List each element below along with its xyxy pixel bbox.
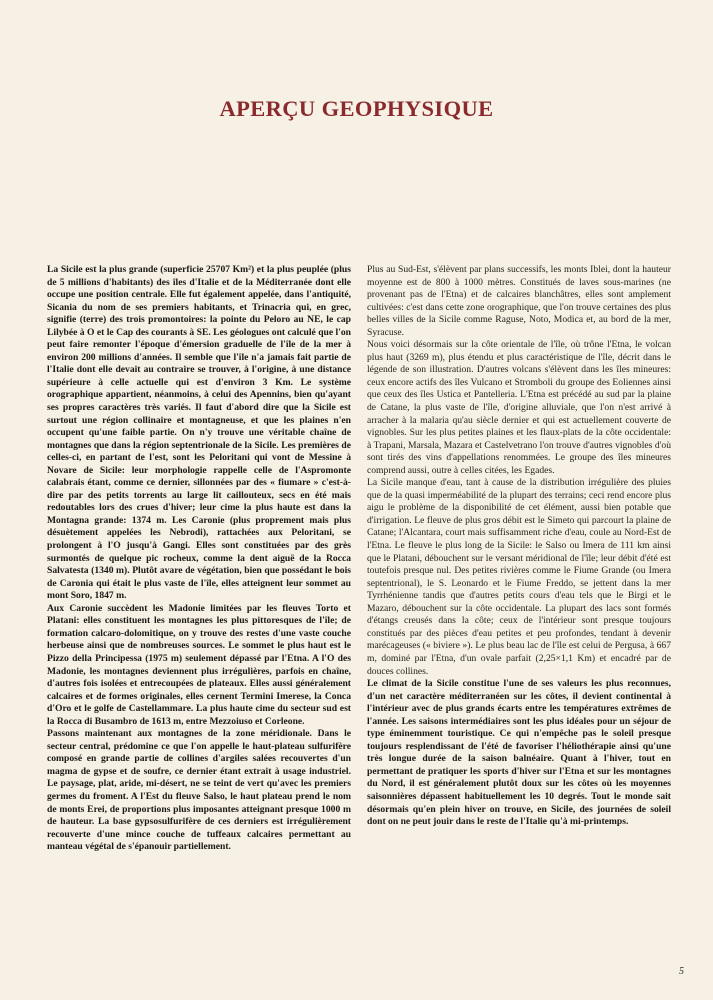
page-number: 5 — [679, 966, 684, 977]
right-column — [367, 264, 671, 829]
paragraph: La Sicile est la plus grande (superficie 25707 Km²) et la plus peuplée (plus de 5 millions d'habitants) des îles d'Italie et de la Méditerranée dont elle occupe une position centrale. Elle fut également appelée, dans l'antiquité, Sicania du nom de ses premiers habitants, et Trinacria qui, en grec, signifie (terre) des trois promontoires: la pointe du Peloro au NE, le cap Lilybée à O et le Cap des courants à SE. Les géologues ont calculé que l'on peut faire remonter l'époque d'émersion graduelle de l'île de la mer à environ 200 millions d'années. Il semble que l'île n'a jamais fait partie de l'Italie dont elle devait au contraire se trouver, à l'origine, à une distance supérieure à celle actuelle qui est d'environ 3 Km. Le système orographique appartient, néanmoins, à celui des Apennins, bien qu'ayant ses propres caractères très variés. Il faut d'abord dire que la Sicile est surtout une région collinaire et montagneuse, et que les plaines n'en occupent qu'une faible partie. On n'y trouve une véritable chaîne de montagnes que dans la région septentrionale de la Sicile. Les premières de celles-ci, en partant de l'est, sont les Peloritani qui vont de Messine à Novare de Sicile: leur morphologie rappelle celle de l'Aspromonte calabrais étant, comme ce dernier, sillonnées par des « fiumare » c'est-à-dire par des petits torrents au large lit caillouteux, secs en été mais redoutables lors des crues d'hiver; leur cime la plus haute est dans la Montagna grande: 1374 m. Les Caronie (plus proprement mais plus désuètement appelées les Nebrodi), rattachées aux Peloritani, se prolongent à l'O jusqu'à Gangi. Elles sont constituées par des grès surmontés de quelque pic rocheux, comme la dent aiguë de la Rocca Salvatesta (1340 m). Plutôt avare de végétation, bien que possédant le bois de Caronia qui était le plus vaste de l'île, elles atteignent leur sommet au mont Soro, 1847 m. — [47, 264, 351, 602]
paragraph: Aux Caronie succèdent les Madonie limitées par les fleuves Torto et Platani: elles constituent les montagnes les plus pittoresques de l'île; de formation calcaro-dolomitique, on y trouve des restes d'une vaste couche herbeuse ainsi que de nombreuses sources. Le sommet le plus haut est le Pizzo della Principessa (1975 m) seulement dépassé par l'Etna. A l'O des Madonie, les montagnes deviennent plus irrégulières, parfois en chaîne, d'autres fois isolées et entrecoupées de plateaux. Elles aussi généralement calcaires et de formes originales, elles cernent Termini Imerese, la Conca d'Oro et le golfe de Castellammare. La plus haute cime du secteur sud est la Rocca di Busambro de 1613 m, entre Mezzoiuso et Corleone. — [47, 602, 351, 727]
paragraph: Nous voici désormais sur la côte orientale de l'île, où trône l'Etna, le volcan plus haut (3269 m), plus étendu et plus caractéristique de l'île, décrit dans le légende de son illustration. D'autres volcans s'élèvent dans les îles mineures: ceux encore actifs des îles Vulcano et Stromboli du groupe des Eoliennes ainsi que ceux des îles Ustica et Pantelleria. L'Etna est précédé au sud par la plaine de Catane, la plus vaste de l'île, d'origine alluviale, que l'on n'est arrivé à arracher à la malaria qu'au siècle dernier et qui est actuellement couverte de vignobles. Sur les plus petites plaines et les flaux-plats de la côte occidentale: à Trapani, Marsala, Mazara et Castelvetrano l'on trouve d'autres vignobles d'où sont tirés des vins d'appellations renommées. Le groupe des îles mineures comprend aussi, outre à celles citées, les Egades. — [367, 339, 671, 476]
paragraph: La Sicile manque d'eau, tant à cause de la distribution irrégulière des pluies que de la quasi imperméabilité de la plupart des terrains; ceci rend encore plus aigu le problème de la disponibilité de cet élément, aussi bien potable que d'irrigation. Le fleuve de plus gros débit est le Simeto qui parcourt la plaine de Catane; l'Alcantara, court mais suffisamment riche d'eau, coule au Nord-Est de l'Etna. Le fleuve le plus long de la Sicile: le Salso ou Imera de 111 km ainsi que le Platani, débouchent sur le versant méridional de l'île; leur débit d'été est toutefois presque nul. Des petites rivières comme le Fiume Grande (ou Imera septentrional), le S. Leonardo et le Fiume Freddo, se jettent dans la mer Tyrrhénienne tandis que d'autres petits cours d'eau tels que le Birgi et le Mazaro, débouchent sur la côte occidentale. La plupart des lacs sont formés d'étangs creusés dans la côte; ceux de l'intérieur sont presque toujours constitués par des pièces d'eau petites et peu profondes, tendant à devenir marécageuses (« biviere »). Le plus beau lac de l'île est celui de Pergusa, à 667 m, dominé par l'Etna, d'un ovale parfait (2,25×1,1 Km) et encadré par de douces collines. — [367, 477, 671, 677]
right-column-lower — [367, 678, 671, 829]
paragraph: Plus au Sud-Est, s'élèvent par plans successifs, les monts Iblei, dont la hauteur moyenne est de 800 à 1000 mètres. Constitués de laves sous-marines (ne provenant pas de l'Etna) et de calcaires blanchâtres, elles sont amplement cultivées: c'est dans cette zone orographique, que l'on trouve certaines des plus belles villes de la Sicile comme Raguse, Noto, Modica et, au bord de la mer, Syracuse. — [367, 264, 671, 338]
paragraph: Passons maintenant aux montagnes de la zone méridionale. Dans le secteur central, prédomine ce que l'on appelle le haut-plateau sulfurifère composé en grande partie de collines d'argiles salées recouvertes d'un magma de gypse et de soufre, ce dernier étant extrait à usage industriel. Le paysage, plat, aride, mi-désert, ne se teint de vert qu'avec les premiers germes du froment. A l'Est du fleuve Salso, le haut plateau prend le nom de monts Erei, de proportions plus imposantes atteignant presque 1000 m de hauteur. La base gypsosulfurifère de ces derniers est irrégulièrement recouverte d'une mince couche de tuffeaux calcaires permettant au manteau végétal de s'épanouir partiellement. — [47, 728, 351, 853]
page-title: APERÇU GEOPHYSIQUE — [219, 96, 494, 121]
paragraph: Le climat de la Sicile constitue l'une de ses valeurs les plus reconnues, d'un net caractère méditerranéen sur les côtes, il devient continental à l'intérieur avec de plus grands écarts entre les températures extrêmes de l'année. Les saisons intermédiaires sont les plus idéales pour un séjour de type éminemment touristique. Ce qui n'empêche pas le soleil presque toujours resplendissant de l'été de favoriser l'héliothérapie ainsi qu'une très longue durée de la saison balnéaire. Quant à l'hiver, tout en permettant de pratiquer les sports d'hiver sur l'Etna et sur les montagnes du Nord, il est généralement plutôt doux sur les côtes où les moyennes saisonnières dépassent habituellement les 10 degrés. Tout le monde sait désormais qu'en plein hiver on trouve, en Sicile, des journées de soleil dont on ne peut jouir dans le reste de l'Italie qu'à mi-printemps. — [367, 678, 671, 828]
left-column — [47, 264, 351, 854]
